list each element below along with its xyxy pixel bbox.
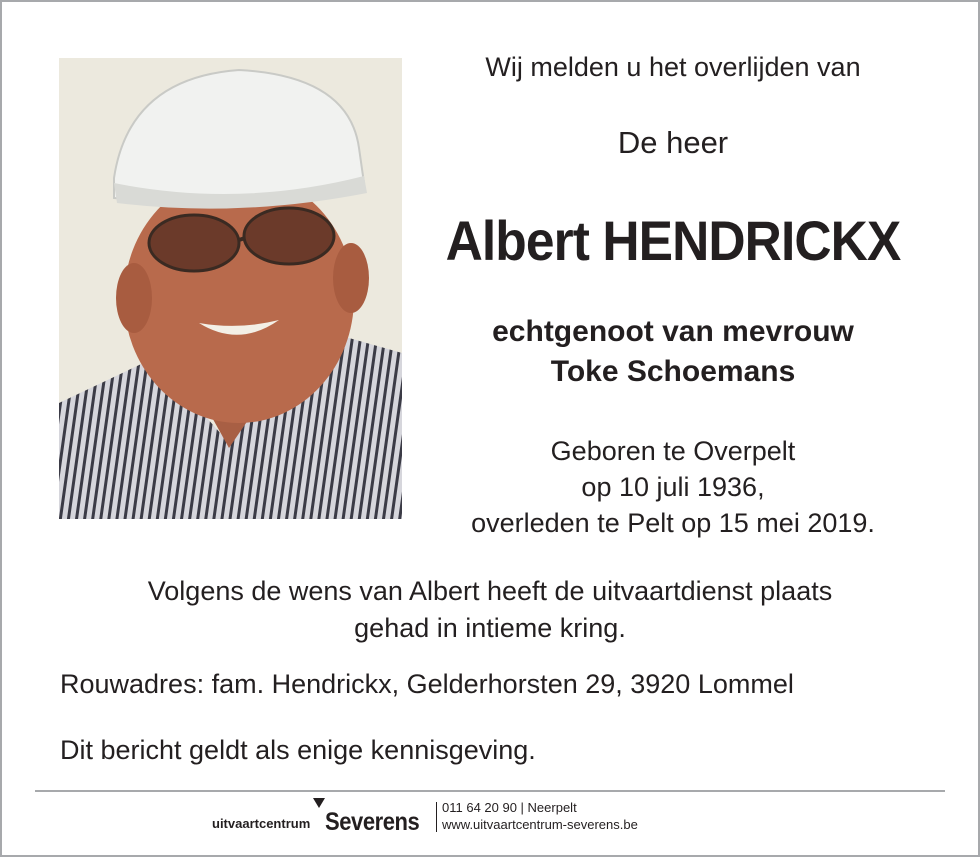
- brand-triangle-icon: [313, 798, 325, 808]
- dates-block: [418, 433, 928, 541]
- birth-date: op 10 juli 1936,: [581, 472, 765, 502]
- funeral-home-footer: [0, 796, 980, 846]
- contact-website: www.uitvaartcentrum-severens.be: [442, 817, 638, 832]
- wish-line-2: gehad in intieme kring.: [354, 613, 626, 643]
- deceased-name: Albert HENDRICKX: [445, 209, 901, 272]
- footer-separator: [436, 802, 437, 832]
- spouse-block: [418, 312, 928, 392]
- brand-name: Severens: [325, 808, 420, 836]
- mourning-address: Rouwadres: fam. Hendrickx, Gelderhorsten 29, 3920 Lommel: [60, 669, 794, 699]
- funeral-wish: [40, 573, 940, 647]
- death-line: overleden te Pelt op 15 mei 2019.: [471, 508, 875, 538]
- closing-statement: Dit bericht geldt als enige kennisgeving.: [60, 735, 536, 765]
- brand-prefix: uitvaartcentrum: [212, 816, 311, 831]
- contact-phone-location: 011 64 20 90 | Neerpelt: [442, 800, 577, 815]
- intro-text: Wij melden u het overlijden van: [485, 52, 861, 82]
- portrait-photo: [59, 58, 402, 519]
- footer-divider-line: [35, 790, 945, 792]
- honorific: De heer: [617, 125, 729, 160]
- spouse-line-2: Toke Schoemans: [550, 355, 796, 388]
- spouse-line-1: echtgenoot van mevrouw: [492, 315, 854, 348]
- wish-line-1: Volgens de wens van Albert heeft de uitvaartdienst plaats: [147, 576, 833, 606]
- birth-place: Geboren te Overpelt: [550, 436, 796, 466]
